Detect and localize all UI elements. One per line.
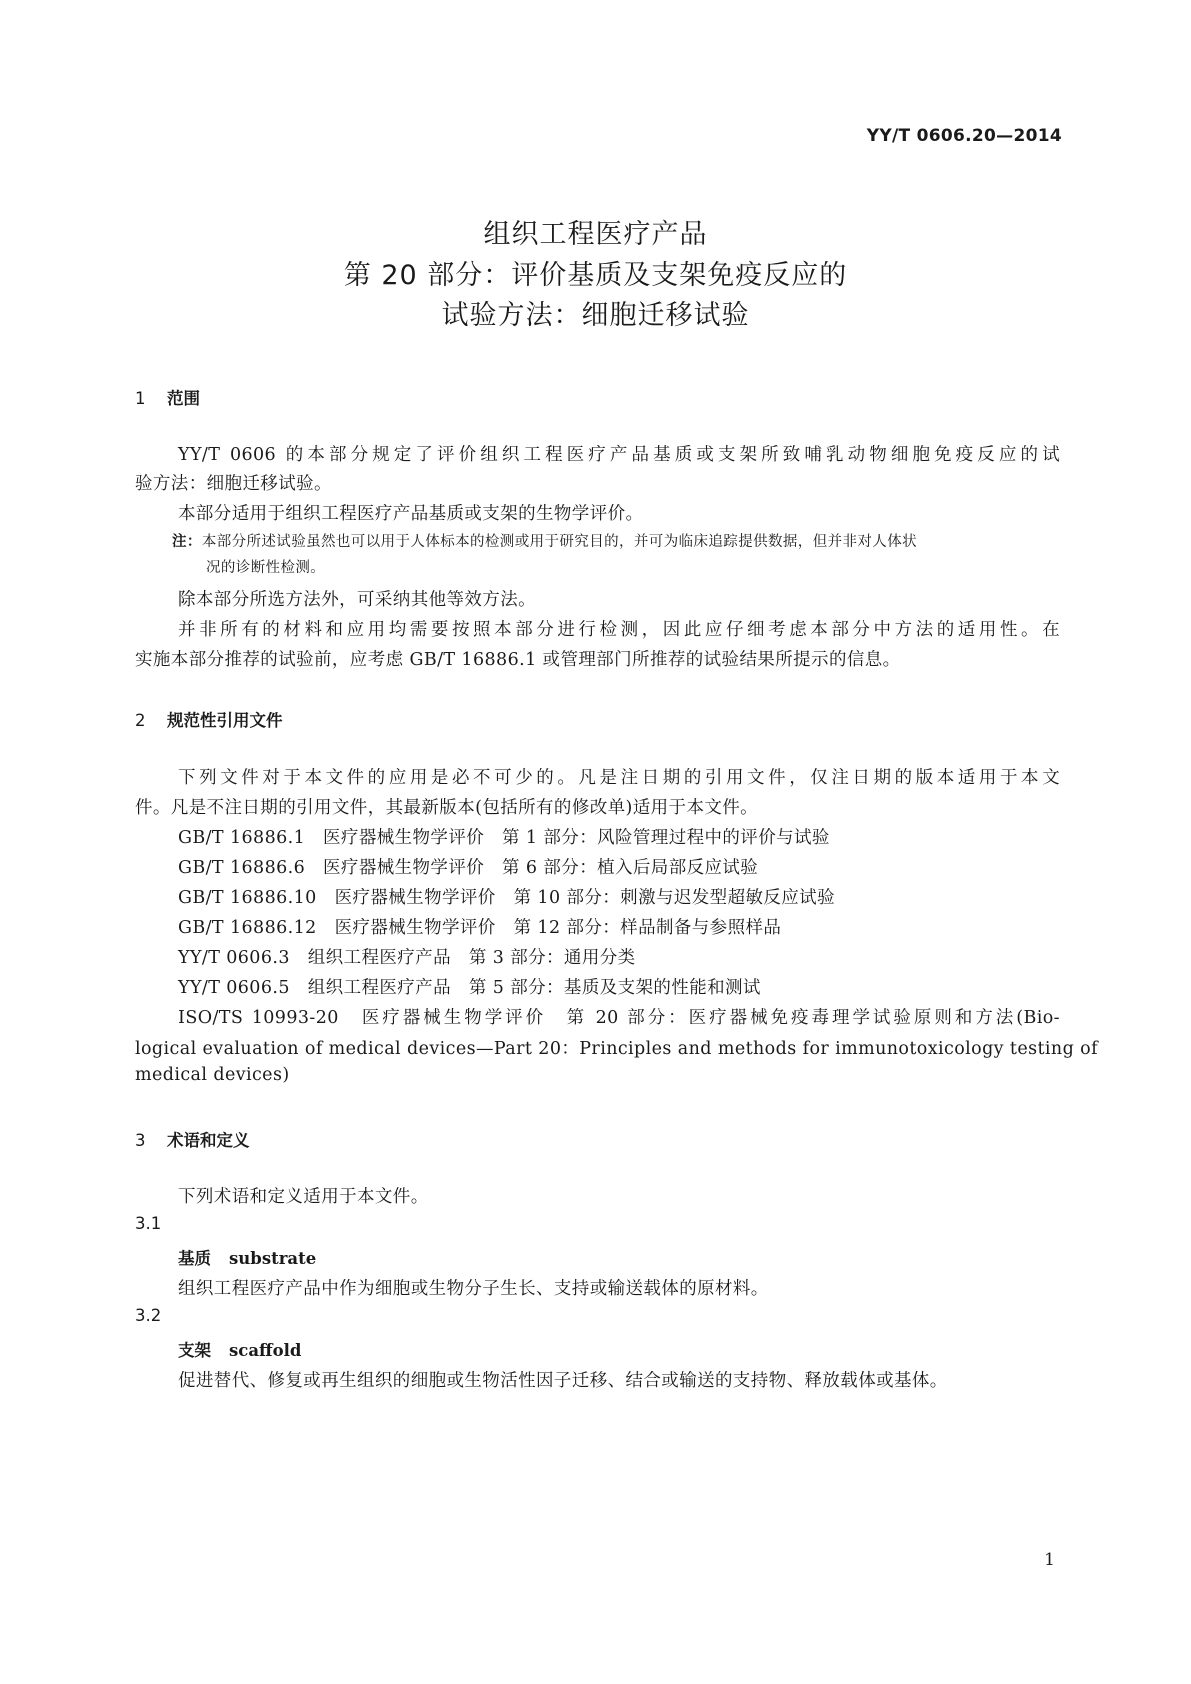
term-definition: 促进替代、修复或再生组织的细胞或生物活性因子迁移、结合或输送的支持物、释放载体或基体。 (178, 1371, 948, 1391)
terms-intro: 下列术语和定义适用于本文件。 (178, 1187, 429, 1207)
title-line-1: 组织工程医疗产品 (483, 219, 708, 250)
section-3-title: 术语和定义 (167, 1131, 250, 1150)
term-zh: 支架 (178, 1341, 211, 1360)
scope-para-1-line-2: 验方法：细胞迁移试验。 (135, 474, 332, 494)
term-en: substrate (229, 1249, 317, 1268)
section-3-number: 3 (135, 1131, 146, 1150)
section-2-number: 2 (135, 711, 146, 730)
ref-item: GB/T 16886.12 医疗器械生物学评价 第 12 部分：样品制备与参照样品 (178, 918, 782, 938)
section-1-title: 范围 (167, 389, 200, 408)
section-2-title: 规范性引用文件 (167, 711, 283, 730)
section-1-heading (135, 385, 200, 409)
note-label: 注： (172, 534, 202, 550)
scope-para-3: 除本部分所选方法外，可采纳其他等效方法。 (178, 590, 536, 610)
term-number: 3.2 (135, 1306, 162, 1325)
title-line-3: 试验方法：细胞迁移试验 (441, 300, 750, 331)
ref-iso-line-3: medical devices) (135, 1065, 290, 1085)
section-3-heading (135, 1127, 250, 1151)
ref-item: GB/T 16886.1 医疗器械生物学评价 第 1 部分：风险管理过程中的评价与试验 (178, 828, 830, 848)
section-1-number: 1 (135, 389, 146, 408)
ref-item: GB/T 16886.6 医疗器械生物学评价 第 6 部分：植入后局部反应试验 (178, 858, 759, 878)
scope-para-4-line-1: 并非所有的材料和应用均需要按照本部分进行检测，因此应仔细考虑本部分中方法的适用性。在 (178, 620, 1060, 640)
term-heading (178, 1245, 316, 1269)
section-2-heading (135, 707, 283, 731)
refs-intro-line-1: 下列文件对于本文件的应用是必不可少的。凡是注日期的引用文件，仅注日期的版本适用于本文 (178, 768, 1060, 788)
page-number: 1 (1044, 1550, 1055, 1570)
ref-item: YY/T 0606.3 组织工程医疗产品 第 3 部分：通用分类 (178, 948, 636, 968)
ref-item: GB/T 16886.10 医疗器械生物学评价 第 10 部分：刺激与迟发型超敏反应试验 (178, 888, 835, 908)
scope-para-2: 本部分适用于组织工程医疗产品基质或支架的生物学评价。 (178, 504, 644, 524)
term-definition: 组织工程医疗产品中作为细胞或生物分子生长、支持或输送载体的原材料。 (178, 1279, 769, 1299)
refs-intro-line-2: 件。凡是不注日期的引用文件，其最新版本(包括所有的修改单)适用于本文件。 (135, 798, 759, 818)
standard-code: YY/T 0606.20—2014 (866, 126, 1062, 146)
term-en: scaffold (229, 1341, 302, 1360)
scope-para-1-line-1: YY/T 0606 的本部分规定了评价组织工程医疗产品基质或支架所致哺乳动物细胞免疫反应的试 (178, 445, 1060, 465)
note-line-1: 本部分所述试验虽然也可以用于人体标本的检测或用于研究目的，并可为临床追踪提供数据，但并非对人体状 (201, 534, 918, 550)
ref-iso-line-1: ISO/TS 10993-20 医疗器械生物学评价 第 20 部分：医疗器械免疫毒理学试验原则和方法(Bio- (178, 1008, 1060, 1028)
ref-iso-line-2: logical evaluation of medical devices—Part 20：Principles and methods for immunotoxicology testing of (135, 1039, 1098, 1059)
scope-note (172, 530, 1060, 551)
term-zh: 基质 (178, 1249, 211, 1268)
note-line-2: 况的诊断性检测。 (206, 560, 326, 576)
scope-para-4-line-2: 实施本部分推荐的试验前，应考虑 GB/T 16886.1 或管理部门所推荐的试验结果所提示的信息。 (135, 650, 901, 670)
title-line-2: 第 20 部分：评价基质及支架免疫反应的 (343, 260, 848, 291)
term-heading (178, 1337, 301, 1361)
ref-item: YY/T 0606.5 组织工程医疗产品 第 5 部分：基质及支架的性能和测试 (178, 978, 761, 998)
term-number: 3.1 (135, 1214, 162, 1233)
